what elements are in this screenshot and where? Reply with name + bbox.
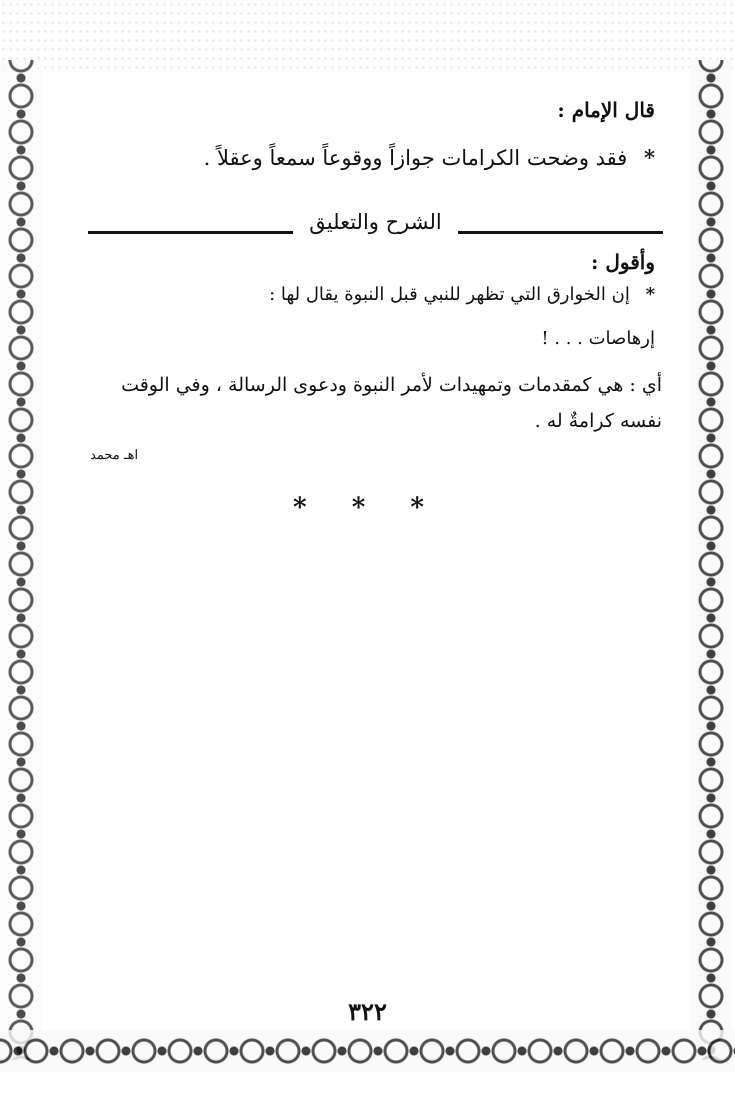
imam-speaker: قال الإمام :: [557, 98, 655, 122]
bullet-star: *: [644, 145, 655, 170]
page-number: ٣٢٢: [348, 997, 387, 1026]
commentary-speaker: وأقول :: [591, 250, 655, 274]
explanation-line-1: أي : هي كمقدمات وتمهيدات لأمر النبوة ودعوى الرسالة ، وفي الوقت: [121, 374, 662, 396]
commentary-bullet: [269, 284, 655, 305]
explanation-line-2: نفسه كرامةٌ له .: [534, 410, 662, 432]
separator-stars: * * *: [293, 493, 442, 523]
divider-title: الشرح والتعليق: [309, 210, 442, 234]
imam-statement-text: فقد وضحت الكرامات جوازاً ووقوعاً سمعاً وعقلاً .: [203, 146, 628, 170]
ornamental-border-right: [690, 60, 732, 1060]
section-divider: [88, 210, 663, 240]
bullet-star: *: [645, 284, 655, 305]
commentary-bullet-text: إن الخوارق التي تظهر للنبي قبل النبوة يقال لها :: [269, 284, 630, 305]
divider-rule-left: [88, 231, 293, 234]
divider-rule-right: [458, 231, 663, 234]
imam-statement: [204, 145, 655, 170]
commentary-answer: إرهاصات . . . !: [541, 328, 655, 349]
ornamental-border-bottom: [0, 1030, 735, 1072]
top-speckle: [0, 0, 735, 70]
author-note: اهـ محمد: [90, 448, 139, 463]
ornamental-border-left: [0, 60, 42, 1060]
